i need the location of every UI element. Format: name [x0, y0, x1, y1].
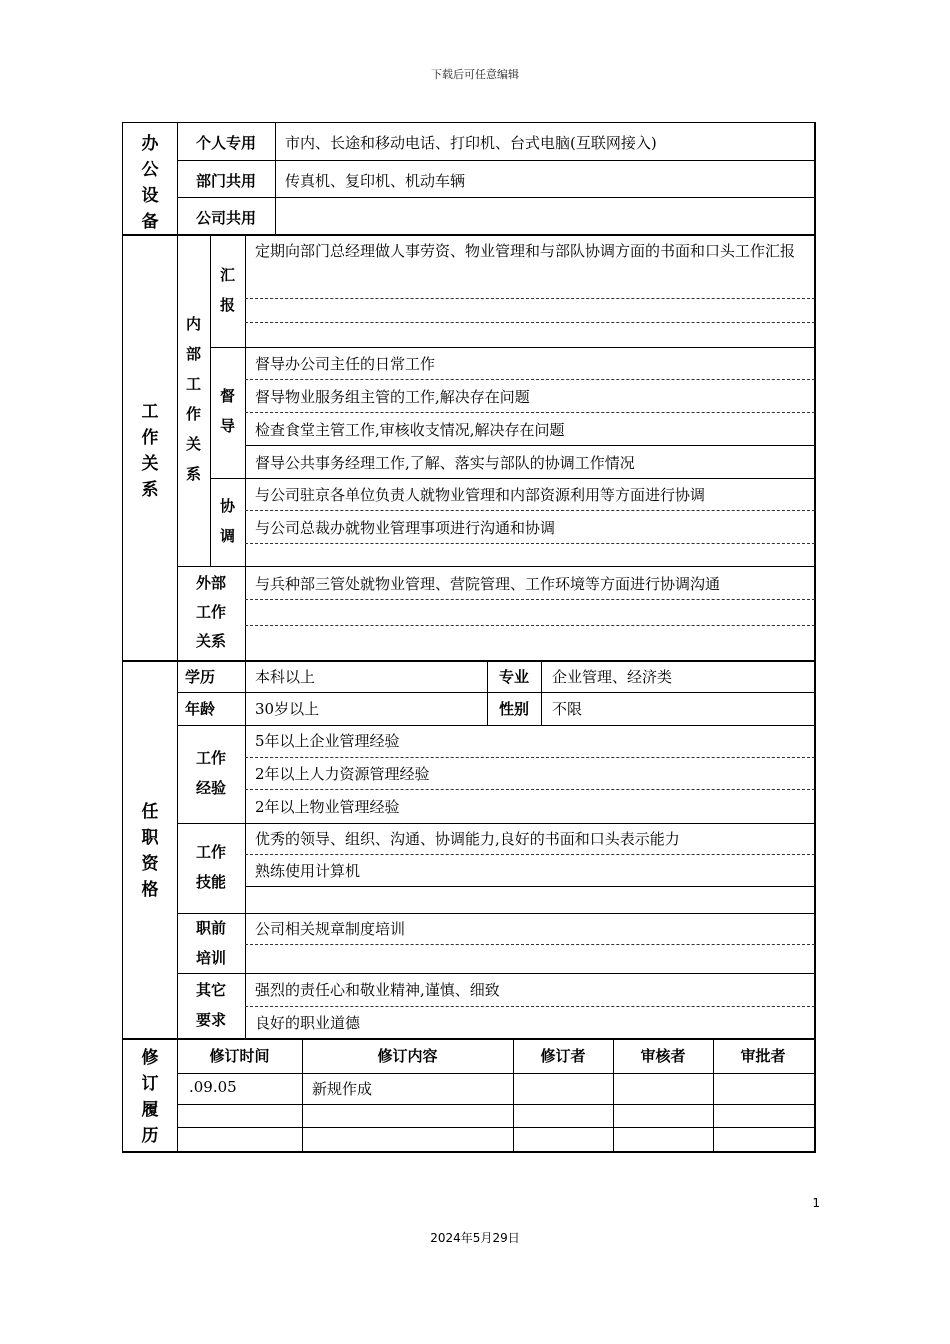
equipment-label-divider: [275, 123, 276, 235]
row-divider: [177, 692, 815, 693]
row-divider: [177, 823, 815, 824]
other-requirements-label: 其它 要求: [195, 981, 226, 1029]
dashed-line: [245, 322, 815, 323]
education-label: 学历: [185, 668, 216, 686]
row-divider: [177, 1073, 815, 1074]
revision-header-reviewer: 审核者: [640, 1047, 686, 1065]
internal-relations-label: 内 部 工 作 关 系: [185, 315, 201, 483]
major-label: 专业: [498, 668, 529, 686]
equipment-personal-label: 个人专用: [195, 134, 256, 152]
section-label-qualifications: 任 职 资 格: [141, 802, 159, 900]
experience-item-3: 2年以上物业管理经验: [255, 798, 400, 816]
col-divider: [541, 661, 542, 725]
revision-header-approver: 审批者: [740, 1047, 786, 1065]
supervise-item-3: 检查食堂主管工作,审核收支情况,解决存在问题: [255, 421, 565, 439]
row-divider: [177, 973, 815, 974]
row-divider: [245, 886, 815, 887]
dashed-line: [245, 789, 815, 790]
external-item-1: 与兵种部三管处就物业管理、营院管理、工作环境等方面进行协调沟通: [255, 575, 721, 593]
revision-header-reviser: 修订者: [540, 1047, 586, 1065]
gender-label: 性别: [498, 700, 529, 718]
section-divider: [123, 660, 815, 662]
skills-label: 工作 技能: [195, 843, 226, 891]
qual-label-divider: [245, 661, 246, 1039]
other-item-1: 强烈的责任心和敬业精神,谨慎、细致: [255, 981, 500, 999]
row-divider: [177, 197, 815, 198]
row-divider: [177, 1104, 815, 1105]
revision-row-1-content: 新规作成: [312, 1080, 373, 1098]
row-divider: [245, 445, 815, 446]
row-divider: [177, 725, 815, 726]
experience-item-1: 5年以上企业管理经验: [255, 732, 400, 750]
equipment-company-label: 公司共用: [195, 209, 256, 227]
section-label-office-equipment: 办 公 设 备: [141, 134, 159, 232]
row-divider: [177, 1127, 815, 1128]
supervise-item-4: 督导公共事务经理工作,了解、落实与部队的协调工作情况: [255, 454, 635, 472]
section-label-revision-history: 修 订 履 历: [141, 1048, 159, 1146]
row-divider: [177, 160, 815, 161]
dashed-line: [245, 543, 815, 544]
revision-header-content: 修订内容: [377, 1047, 438, 1065]
training-item-1: 公司相关规章制度培训: [255, 920, 406, 938]
age-value: 30岁以上: [255, 700, 320, 718]
age-label: 年龄: [185, 700, 216, 718]
row-divider: [210, 347, 815, 348]
header-note: 下载后可任意编辑: [431, 68, 519, 81]
dashed-line: [245, 854, 815, 855]
dashed-line: [245, 1006, 815, 1007]
supervise-item-2: 督导物业服务组主管的工作,解决存在问题: [255, 388, 530, 406]
revision-header-time: 修订时间: [209, 1047, 270, 1065]
sub-label-divider: [245, 235, 246, 566]
experience-item-2: 2年以上人力资源管理经验: [255, 765, 430, 783]
report-label: 汇 报: [219, 266, 235, 314]
experience-label: 工作 经验: [195, 749, 226, 797]
education-value: 本科以上: [255, 668, 316, 686]
external-relations-label: 外部 工作 关系: [195, 574, 226, 650]
equipment-personal-value: 市内、长途和移动电话、打印机、台式电脑(互联网接入): [285, 134, 657, 152]
job-description-table: [122, 122, 816, 1153]
dashed-line: [245, 599, 815, 600]
row-divider: [177, 566, 815, 567]
gender-value: 不限: [552, 700, 583, 718]
equipment-department-label: 部门共用: [195, 172, 256, 190]
external-label-divider: [245, 566, 246, 661]
revision-row-1-time: .09.05: [189, 1078, 237, 1096]
report-item: 定期向部门总经理做人事劳资、物业管理和与部队协调方面的书面和口头工作汇报: [255, 242, 796, 260]
dashed-line: [245, 298, 815, 299]
section-label-work-relations: 工 作 关 系: [141, 402, 159, 500]
training-label: 职前 培训: [195, 919, 226, 967]
dashed-line: [245, 625, 815, 626]
dashed-line: [245, 412, 815, 413]
supervise-label: 督 导: [219, 387, 235, 435]
dashed-line: [245, 510, 815, 511]
coordinate-item-1: 与公司驻京各单位负责人就物业管理和内部资源利用等方面进行协调: [255, 486, 706, 504]
dashed-line: [245, 379, 815, 380]
section-divider: [123, 1038, 815, 1040]
row-divider: [210, 478, 815, 479]
footer-date: 2024年5月29日: [430, 1231, 520, 1245]
coordinate-item-2: 与公司总裁办就物业管理事项进行沟通和协调: [255, 519, 556, 537]
supervise-item-1: 督导办公司主任的日常工作: [255, 355, 436, 373]
row-divider: [177, 913, 815, 914]
coordinate-label: 协 调: [219, 497, 235, 545]
skills-item-2: 熟练使用计算机: [255, 862, 361, 880]
equipment-department-value: 传真机、复印机、机动车辆: [285, 172, 466, 190]
dashed-line: [245, 944, 815, 945]
major-value: 企业管理、经济类: [552, 668, 673, 686]
page-number: 1: [812, 1196, 820, 1210]
skills-item-1: 优秀的领导、组织、沟通、协调能力,良好的书面和口头表示能力: [255, 830, 680, 848]
other-item-2: 良好的职业道德: [255, 1014, 361, 1032]
dashed-line: [245, 757, 815, 758]
